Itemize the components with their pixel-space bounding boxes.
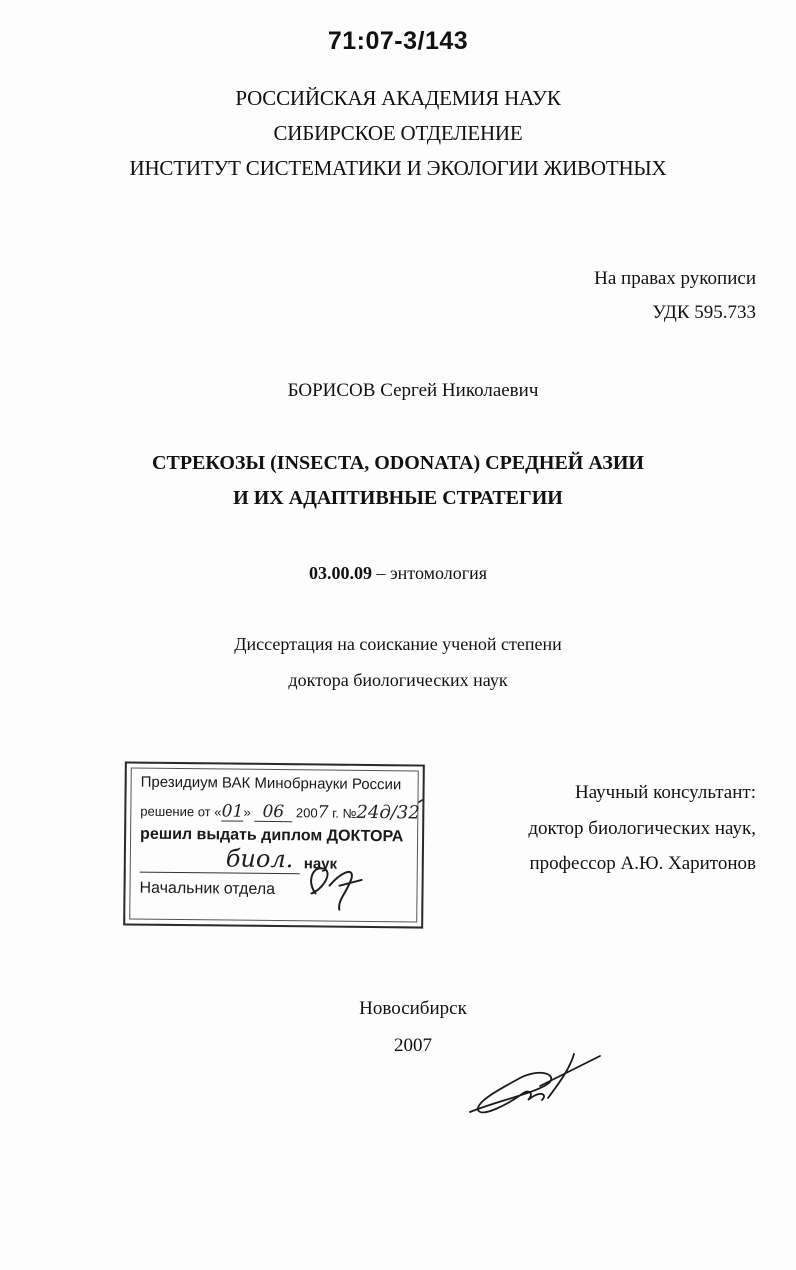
institution-line-1: РОССИЙСКАЯ АКАДЕМИЯ НАУК xyxy=(235,86,561,110)
stamp-line-decision xyxy=(140,800,420,824)
stamp-number: 24д/32 xyxy=(356,801,420,824)
stamp-handwritten-specialty: биол. xyxy=(225,844,294,874)
stamp-line-presidium: Президиум ВАК Минобрнауки России xyxy=(140,773,402,794)
city: Новосибирск xyxy=(359,998,467,1019)
specialty xyxy=(0,563,796,584)
stamp-month: 06 xyxy=(254,804,292,822)
title-line-1: СТРЕКОЗЫ (INSECTA, ODONATA) СРЕДНЕЙ АЗИИ xyxy=(152,452,644,474)
stamp-decision-prefix: решение от « xyxy=(140,803,222,820)
consultant-label: Научный консультант: xyxy=(574,782,756,803)
udc-code: УДК 595.733 xyxy=(652,302,756,323)
consultant-name: профессор А.Ю. Харитонов xyxy=(529,853,756,874)
stamp-line-diploma: решил выдать диплом ДОКТОРА xyxy=(140,825,404,846)
vak-stamp xyxy=(123,761,425,928)
archive-code: 71:07-3/143 xyxy=(327,27,469,55)
year: 2007 xyxy=(394,1035,432,1056)
stamp-day: 01 xyxy=(221,801,244,822)
author-name: БОРИСОВ Сергей Николаевич xyxy=(287,380,539,401)
stamp-decision-mid1: » xyxy=(243,804,251,820)
stamp-year-digit: 7 xyxy=(317,802,329,823)
stamp-line-nauk: наук xyxy=(303,855,338,873)
specialty-name: – энтомология xyxy=(376,563,488,583)
stamp-line-head: Начальник отдела xyxy=(139,879,276,899)
title-line-2: И ИХ АДАПТИВНЫЕ СТРАТЕГИИ xyxy=(233,487,563,509)
stamp-decision-mid2: 200 xyxy=(295,805,318,821)
stamp-decision-mid3: г. № xyxy=(332,805,357,821)
dissertation-line-2: доктора биологических наук xyxy=(288,670,508,690)
consultant-degree: доктор биологических наук, xyxy=(528,818,756,839)
rights-notice: На правах рукописи xyxy=(594,268,756,289)
dissertation-line-1: Диссертация на соискание ученой степени xyxy=(234,634,562,654)
specialty-code: 03.00.09 xyxy=(308,563,372,583)
institution-line-2: СИБИРСКОЕ ОТДЕЛЕНИЕ xyxy=(273,121,523,145)
institution-line-3: ИНСТИТУТ СИСТЕМАТИКИ И ЭКОЛОГИИ ЖИВОТНЫХ xyxy=(129,156,667,180)
